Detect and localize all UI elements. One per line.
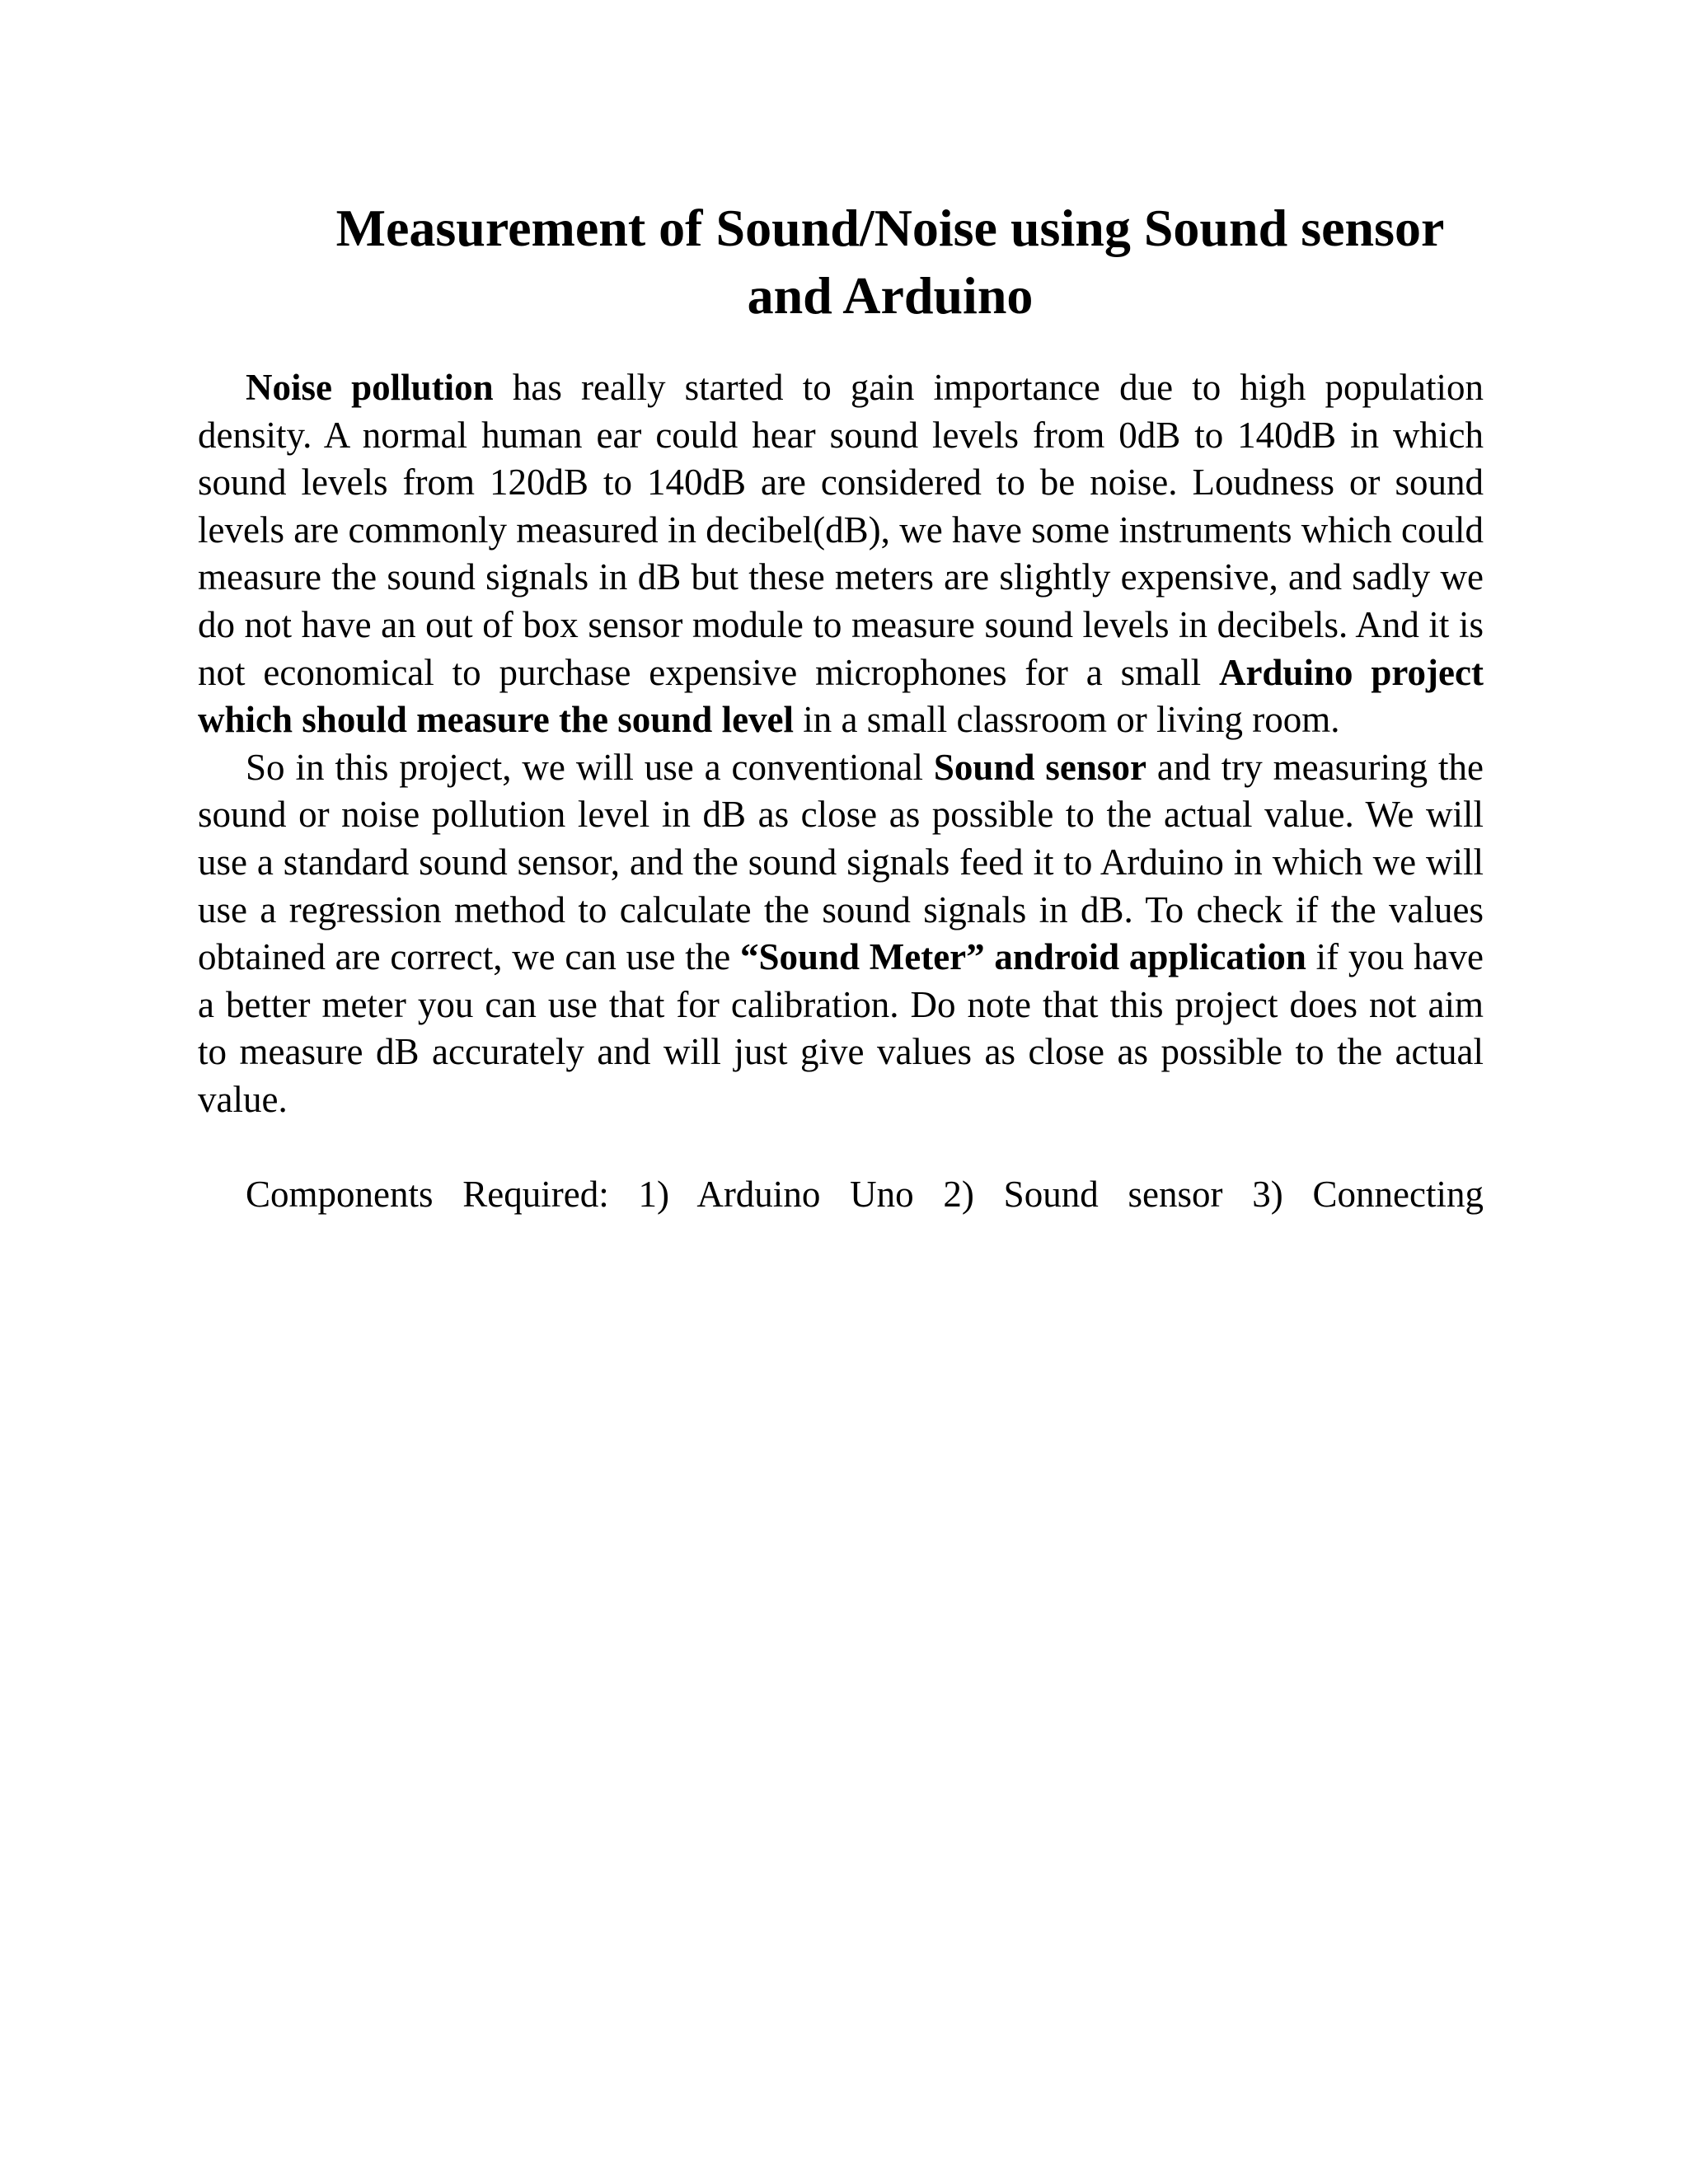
bold-sound-sensor: Sound sensor bbox=[933, 746, 1146, 788]
paragraph1-text-c: in a small classroom or living room. bbox=[794, 699, 1340, 741]
components-required-line: Components Required: 1) Arduino Uno 2) Sound sensor 3) Connecting bbox=[246, 1173, 1484, 1215]
document-page bbox=[198, 194, 1484, 1218]
bold-noise-pollution: Noise pollution bbox=[246, 367, 494, 408]
title-line-2: and Arduino bbox=[747, 266, 1034, 325]
paragraph-project-overview bbox=[198, 744, 1484, 1124]
title-line-1: Measurement of Sound/Noise using Sound sensor bbox=[335, 199, 1445, 257]
paragraph-noise-pollution bbox=[198, 364, 1484, 744]
document-body bbox=[198, 364, 1484, 1124]
paragraph1-text-a: has really started to gain importance due to high population density. A normal human ear could hear sound levels from 0dB to 140dB in which sound levels from 120dB to 140dB are considered to be noise. Loudness or sound levels are commonly measured in decibel(dB), we have some instruments which could measure the sound signals in dB but these meters are slightly expensive, and sadly we do not have an out of box sensor module to measure sound levels in decibels. And it is not economical to purchase expensive microphones for a small bbox=[198, 367, 1484, 693]
paragraph2-text-a: So in this project, we will use a conventional bbox=[246, 746, 934, 788]
paragraph2-text-c: and try measuring the sound or noise pollution level in dB as close as possible to the actual value. We will use a standard sound sensor, and the sound signals feed it to Arduino in which we will use a regression method to calculate the sound signals in dB. To check if the values obtained are correct, we can use the bbox=[198, 746, 1484, 978]
document-title bbox=[198, 194, 1484, 330]
bold-arduino-project: Arduino project which should measure the sound level bbox=[198, 651, 1484, 741]
bold-sound-meter-app: “Sound Meter” android application bbox=[739, 936, 1306, 978]
paragraph2-text-e: if you have a better meter you can use that for calibration. Do note that this project does not aim to measure dB accurately and will just give values as close as possible to the actual value. bbox=[198, 936, 1484, 1120]
